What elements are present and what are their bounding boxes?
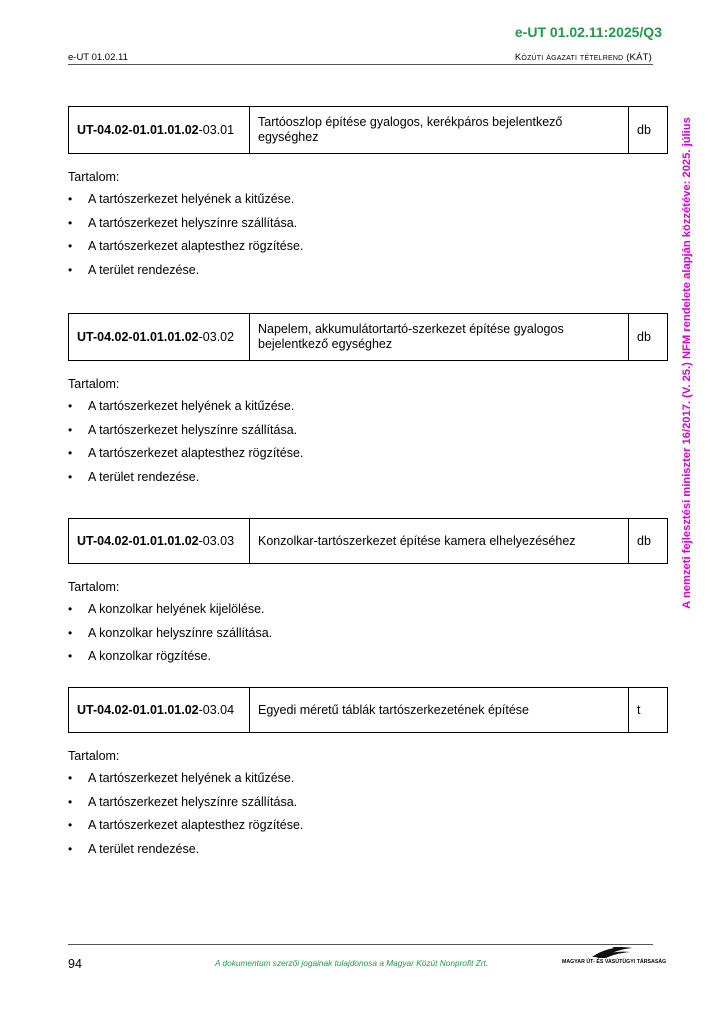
header-left: e-UT 01.02.11 [68,52,128,63]
list-item: • A tartószerkezet helyének a kitűzése. [68,395,653,419]
steps-list [68,188,653,282]
bullet-icon: • [68,469,73,484]
bullet-icon: • [68,841,73,856]
item-code-table [68,518,668,564]
item-code: UT-04.02-01.01.01.02-03.04 [69,688,250,733]
list-item: • A tartószerkezet helyszínre szállítása. [68,419,653,443]
item-03-01 [68,106,653,282]
bullet-icon: • [68,818,73,832]
list-item: • A terület rendezése. [68,466,653,490]
item-code: UT-04.02-01.01.01.02-03.01 [69,107,250,154]
item-code: UT-04.02-01.01.01.02-03.03 [69,519,250,564]
bullet-icon: • [68,446,73,460]
item-title: Tartóoszlop építése gyalogos, kerékpáros bejelentkező egységhez [250,107,629,154]
contents-label: Tartalom: [68,377,120,391]
item-unit: db [629,314,668,361]
item-title: Napelem, akkumulátortartó-szerkezet építése gyalogos bejelentkező egységhez [250,314,629,361]
copyright-notice: A dokumentum szerzői jogainak tulajdonosa a Magyar Közút Nonprofit Zrt. [215,958,489,968]
item-03-02 [68,313,653,489]
list-item: • A tartószerkezet alaptesthez rögzítése. [68,235,653,259]
list-item: • A tartószerkezet helyszínre szállítása. [68,791,653,815]
bullet-icon: • [68,215,73,230]
page-number: 94 [68,957,82,971]
list-item: • A tartószerkezet helyének a kitűzése. [68,767,653,791]
logo-text: MAGYAR ÚT- ÉS VASÚTÜGYI TÁRSASÁG [562,959,667,965]
road-logo-icon [560,944,660,970]
item-code-table [68,106,668,154]
item-code-table [68,313,668,361]
list-item: • A tartószerkezet helyének a kitűzése. [68,188,653,212]
item-title: Egyedi méretű táblák tartószerkezetének építése [250,688,629,733]
bullet-icon: • [68,422,73,437]
steps-list [68,598,653,669]
bullet-icon: • [68,602,73,616]
item-03-03 [68,518,653,669]
bullet-icon: • [68,794,73,809]
bullet-icon: • [68,399,73,413]
list-item: • A tartószerkezet alaptesthez rögzítése. [68,442,653,466]
steps-list [68,767,653,861]
list-item: • A konzolkar helyének kijelölése. [68,598,653,622]
bullet-icon: • [68,625,73,640]
item-code-table [68,687,668,733]
bullet-icon: • [68,262,73,277]
list-item: • A tartószerkezet helyszínre szállítása. [68,212,653,236]
side-note-text: A nemzeti fejlesztési miniszter 16/2017. (V. 25.) NFM rendelete alapján közzétéve: 2025. július [681,117,693,609]
header-divider [68,64,653,65]
contents-label: Tartalom: [68,749,120,763]
list-item: • A konzolkar helyszínre szállítása. [68,622,653,646]
item-title: Konzolkar-tartószerkezet építése kamera elhelyezéséhez [250,519,629,564]
item-code: UT-04.02-01.01.01.02-03.02 [69,314,250,361]
steps-list [68,395,653,489]
item-unit: t [629,688,668,733]
item-unit: db [629,519,668,564]
item-03-04 [68,687,653,861]
list-item: • A tartószerkezet alaptesthez rögzítése. [68,814,653,838]
list-item: • A terület rendezése. [68,838,653,862]
bullet-icon: • [68,771,73,785]
contents-label: Tartalom: [68,580,120,594]
header-right: Közúti ágazati tételrend (KÁT) [514,52,652,63]
item-unit: db [629,107,668,154]
bullet-icon: • [68,192,73,206]
doc-code: e-UT 01.02.11:2025/Q3 [514,24,662,40]
bullet-icon: • [68,649,73,663]
list-item: • A konzolkar rögzítése. [68,645,653,669]
contents-label: Tartalom: [68,170,120,184]
list-item: • A terület rendezése. [68,259,653,283]
bullet-icon: • [68,239,73,253]
